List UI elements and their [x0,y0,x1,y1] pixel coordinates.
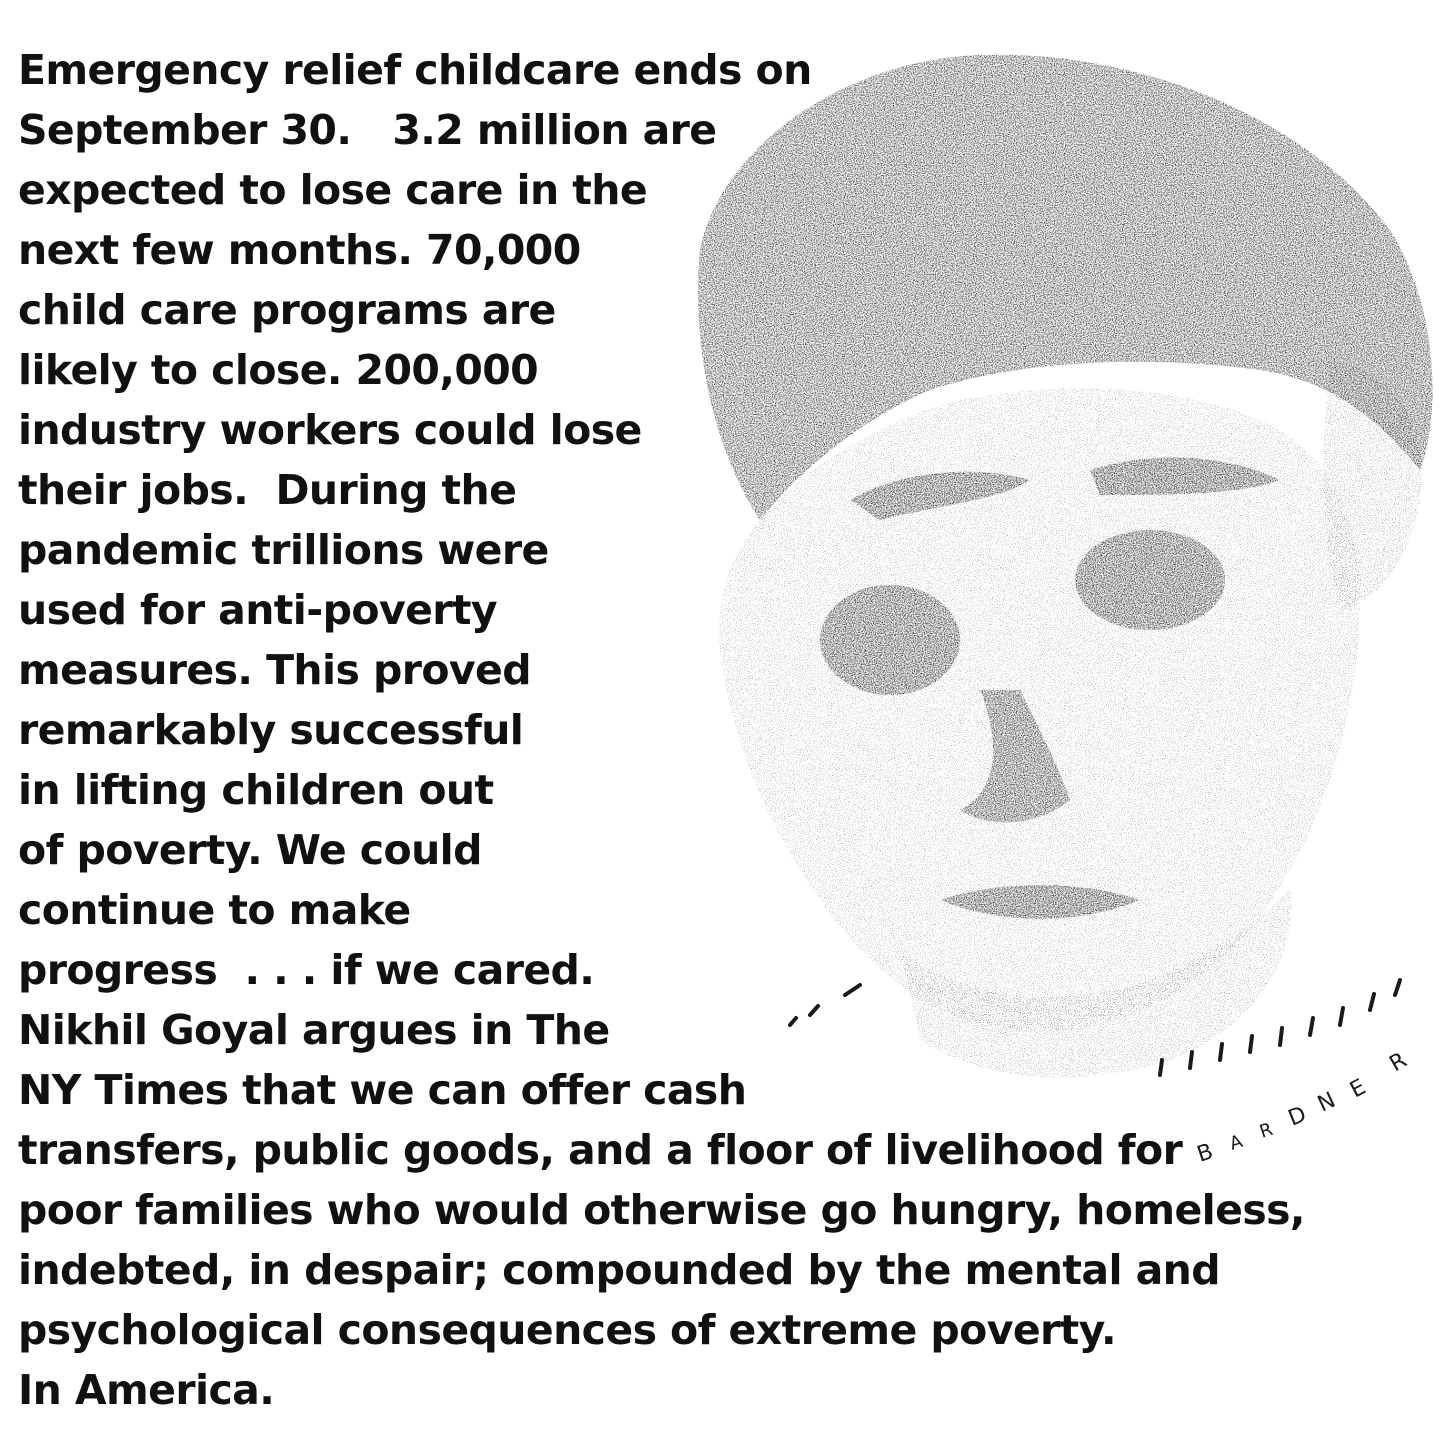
article-line: next few months. 70,000 [18,226,581,274]
article-line: expected to lose care in the [18,166,648,214]
article-line: industry workers could lose [18,406,642,454]
article-line: of poverty. We could [18,826,482,874]
svg-text:E: E [1346,1074,1371,1104]
article-line: psychological consequences of extreme poverty. [18,1306,1117,1354]
article-line: child care programs are [18,286,556,334]
article-line: September 30. 3.2 million are [18,106,717,154]
svg-text:A: A [1227,1130,1246,1155]
article-line: in lifting children out [18,766,494,814]
article-line: likely to close. 200,000 [18,346,539,394]
article-line: progress . . . if we cared. [18,946,595,994]
article-line: measures. This proved [18,646,531,694]
svg-text:N: N [1313,1087,1340,1118]
article-text [18,40,1305,1420]
article-line: continue to make [18,886,411,934]
article-line: remarkably successful [18,706,524,754]
article-line: pandemic trillions were [18,526,549,574]
article-line: transfers, public goods, and a floor of livelihood for [18,1126,1183,1174]
article-line: poor families who would otherwise go hungry, homeless, [18,1186,1305,1234]
svg-text:B: B [1194,1139,1217,1168]
svg-text:D: D [1284,1102,1310,1132]
article-line: used for anti-poverty [18,586,498,634]
article-line: NY Times that we can offer cash [18,1066,747,1114]
article-line: indebted, in despair; compounded by the mental and [18,1246,1220,1294]
article-line: Nikhil Goyal argues in The [18,1006,610,1054]
article-line: In America. [18,1366,275,1414]
article-line: their jobs. During the [18,466,517,514]
svg-text:R: R [1257,1118,1276,1143]
article-line: Emergency relief childcare ends on [18,46,812,94]
svg-text:R: R [1385,1047,1412,1078]
